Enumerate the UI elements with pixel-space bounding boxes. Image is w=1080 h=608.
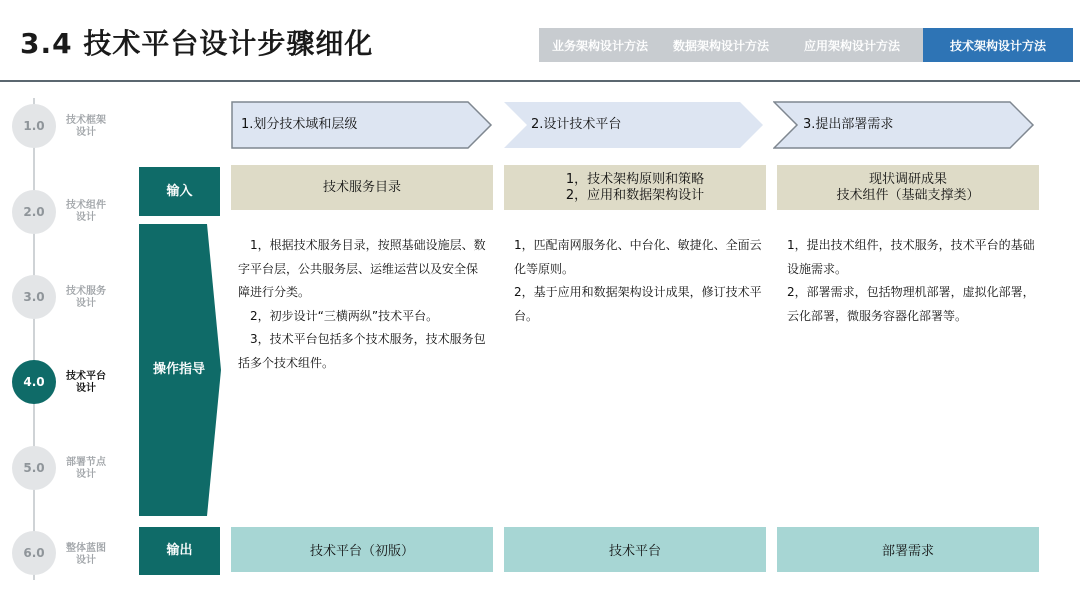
- guide-text-3: [787, 234, 1035, 328]
- guide-row-label-text: 操作指导: [152, 362, 205, 377]
- guide-1-para-1: 1，根据技术服务目录，按照基础设施层、数字平台层，公共服务层、运维运营以及安全保障进行分类。: [238, 238, 486, 299]
- process-step-2: [503, 101, 765, 149]
- process-step-1-label: 1.划分技术域和层级: [241, 117, 358, 132]
- guide-1-para-3: 3，技术平台包括多个技术服务，技术服务包括多个技术组件。: [238, 332, 486, 370]
- timeline-step-1-label: 技术框架设计: [66, 115, 106, 138]
- timeline-step-5-circle[interactable]: 5.0: [12, 446, 56, 490]
- guide-3-para-2: 2，部署需求，包括物理机部署，虚拟化部署，云化部署，微服务容器化部署等。: [787, 285, 1035, 323]
- output-row-label: 输出: [139, 527, 220, 575]
- output-box-3: 部署需求: [777, 527, 1039, 572]
- process-step-1: [231, 101, 493, 149]
- timeline-step-6-label: 整体蓝图设计: [66, 543, 106, 566]
- tab-application-architecture[interactable]: 应用架构设计方法: [781, 28, 923, 62]
- input-box-2-line-1: 1，技术架构原则和策略: [565, 171, 705, 187]
- guide-text-2: [514, 234, 762, 328]
- guide-3-para-1: 1，提出技术组件，技术服务，技术平台的基础设施需求。: [787, 238, 1035, 276]
- guide-row-label: [139, 224, 223, 516]
- output-box-1: 技术平台（初版）: [231, 527, 493, 572]
- timeline-step-3-circle[interactable]: 3.0: [12, 275, 56, 319]
- timeline-step-2-circle[interactable]: 2.0: [12, 190, 56, 234]
- guide-text-1: [238, 234, 486, 375]
- timeline-step-2-label: 技术组件设计: [66, 200, 106, 223]
- input-box-1: [231, 165, 493, 210]
- timeline-step-3-label: 技术服务设计: [66, 286, 106, 309]
- input-box-2-line-2: 2，应用和数据架构设计: [565, 187, 705, 203]
- guide-2-para-1: 1，匹配南网服务化、中台化、敏捷化、全面云化等原则。: [514, 238, 762, 276]
- input-box-1-line-1: 技术服务目录: [322, 179, 401, 195]
- process-step-2-label: 2.设计技术平台: [531, 117, 622, 132]
- timeline-step-1-circle[interactable]: 1.0: [12, 104, 56, 148]
- page-title: 3.4 技术平台设计步骤细化: [20, 27, 374, 60]
- tab-business-architecture[interactable]: 业务架构设计方法: [539, 28, 661, 62]
- input-box-2: [504, 165, 766, 210]
- timeline-step-4-label: 技术平台设计: [66, 371, 106, 394]
- timeline-line: [33, 98, 35, 580]
- tab-technical-architecture[interactable]: 技术架构设计方法: [923, 28, 1073, 62]
- output-box-2: 技术平台: [504, 527, 766, 572]
- tab-data-architecture[interactable]: 数据架构设计方法: [661, 28, 781, 62]
- input-row-label: 输入: [139, 167, 220, 216]
- method-tabs: [539, 28, 1073, 62]
- input-box-3-line-2: 技术组件（基础支撑类）: [836, 187, 980, 203]
- timeline-step-5-label: 部署节点设计: [66, 457, 106, 480]
- process-step-3: [773, 101, 1035, 149]
- guide-1-para-2: 2，初步设计“三横两纵”技术平台。: [238, 308, 439, 323]
- timeline-step-6-circle[interactable]: 6.0: [12, 531, 56, 575]
- process-step-3-label: 3.提出部署需求: [803, 117, 894, 132]
- timeline-step-4-circle[interactable]: 4.0: [12, 360, 56, 404]
- header-divider: [0, 80, 1080, 82]
- input-box-3: [777, 165, 1039, 210]
- guide-2-para-2: 2，基于应用和数据架构设计成果，修订技术平台。: [514, 285, 762, 323]
- input-box-3-line-1: 现状调研成果: [868, 171, 947, 187]
